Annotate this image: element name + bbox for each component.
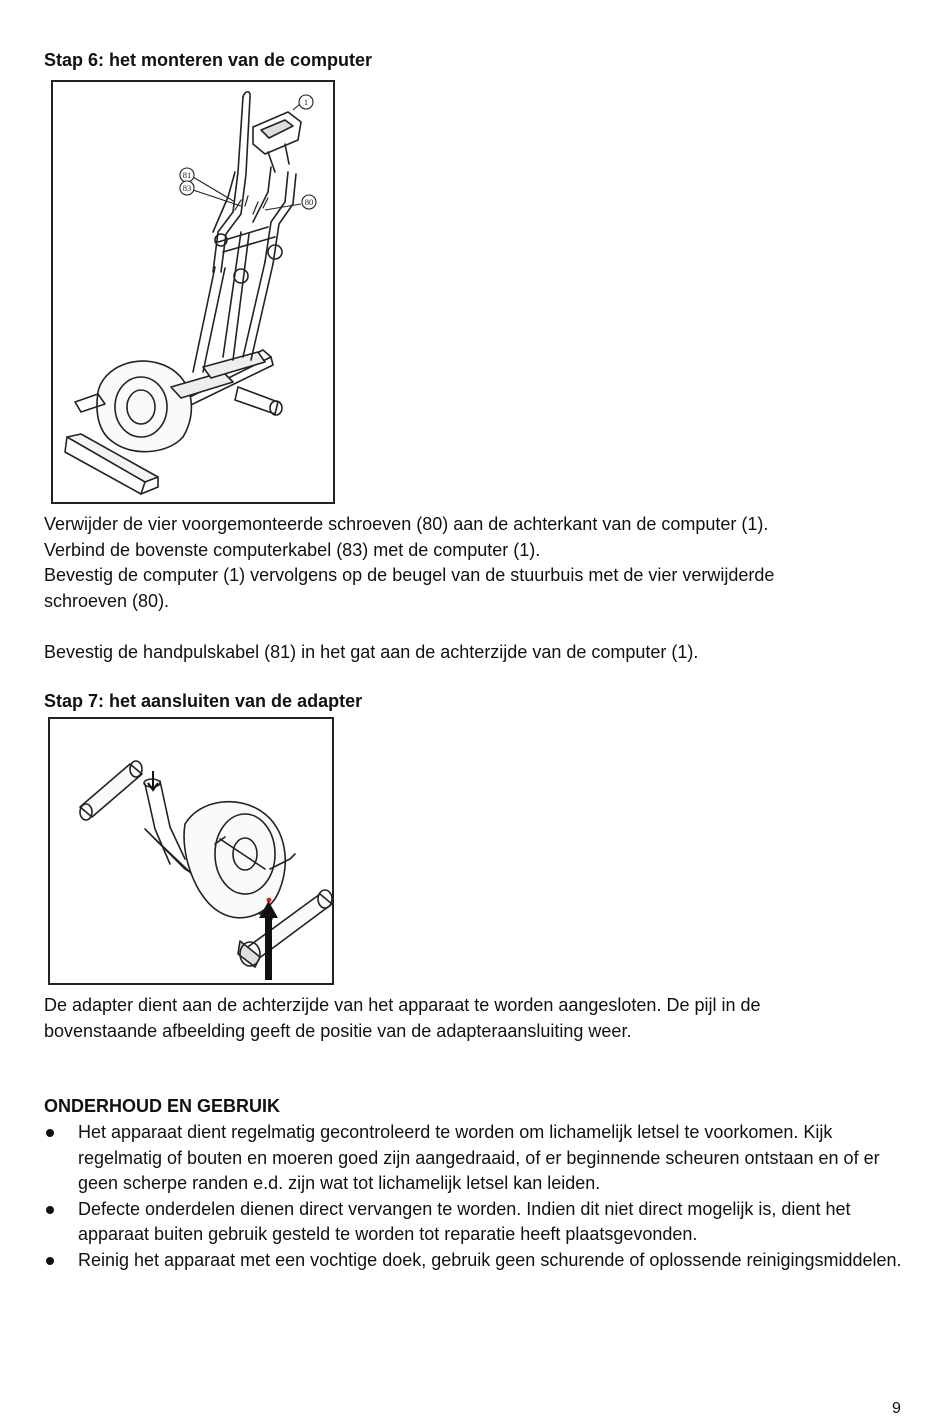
figure-adapter-connection [48,717,334,985]
page-number: 9 [892,1400,901,1417]
figure-computer-mounting [51,80,335,504]
step6-line: Verwijder de vier voorgemonteerde schroeven (80) aan de achterkant van de computer (1). [44,514,769,534]
callout-1: 1 [303,97,309,107]
bullet-icon [46,1206,54,1214]
callout-81: 81 [182,170,192,180]
step6-line: Bevestig de computer (1) vervolgens op de beugel van de stuurbuis met de vier verwijderde [44,565,775,585]
step6-heading: Stap 6: het monteren van de computer [44,50,373,70]
elliptical-computer-illustration [53,82,333,502]
list-item [44,1197,904,1248]
step6-instructions [44,512,774,614]
list-item-text: Defecte onderdelen dienen direct vervangen te worden. Indien dit niet direct mogelijk is, dient het apparaat buiten gebruik gesteld te worden tot reparatie heeft plaatsgevonden. [78,1198,851,1244]
adapter-connection-illustration [50,719,332,983]
step7-line: bovenstaande afbeelding geeft de positie van de adapteraansluiting weer. [44,1020,632,1041]
maintenance-heading: ONDERHOUD EN GEBRUIK [44,1096,281,1116]
step6-line: Verbind de bovenste computerkabel (83) met de computer (1). [44,539,541,560]
bullet-icon [46,1129,54,1137]
step7-line: De adapter dient aan de achterzijde van het apparaat te worden aangesloten. De pijl in de [44,995,761,1015]
list-item-text: Reinig het apparaat met een vochtige doek, gebruik geen schurende of oplossende reinigingsmiddelen. [78,1249,902,1270]
step7-instructions [44,993,761,1044]
step6-handpulse-instruction: Bevestig de handpulskabel (81) in het gat aan de achterzijde van de computer (1). [44,642,699,662]
maintenance-list [44,1120,904,1273]
callout-83: 83 [182,183,192,193]
step6-line: schroeven (80). [44,590,170,611]
list-item-text: Het apparaat dient regelmatig gecontroleerd te worden om lichamelijk letsel te voorkomen. Kijk regelmatig of bouten en moeren goed zijn aangedraaid, of er beginnende scheuren ontstaan en of er geen scherpe randen e.d. zijn wat tot lichamelijk letsel kan leiden. [78,1122,880,1193]
callout-80: 80 [304,197,314,207]
step7-heading: Stap 7: het aansluiten van de adapter [44,691,363,711]
list-item [44,1248,904,1274]
bullet-icon [46,1257,54,1265]
list-item [44,1120,904,1197]
